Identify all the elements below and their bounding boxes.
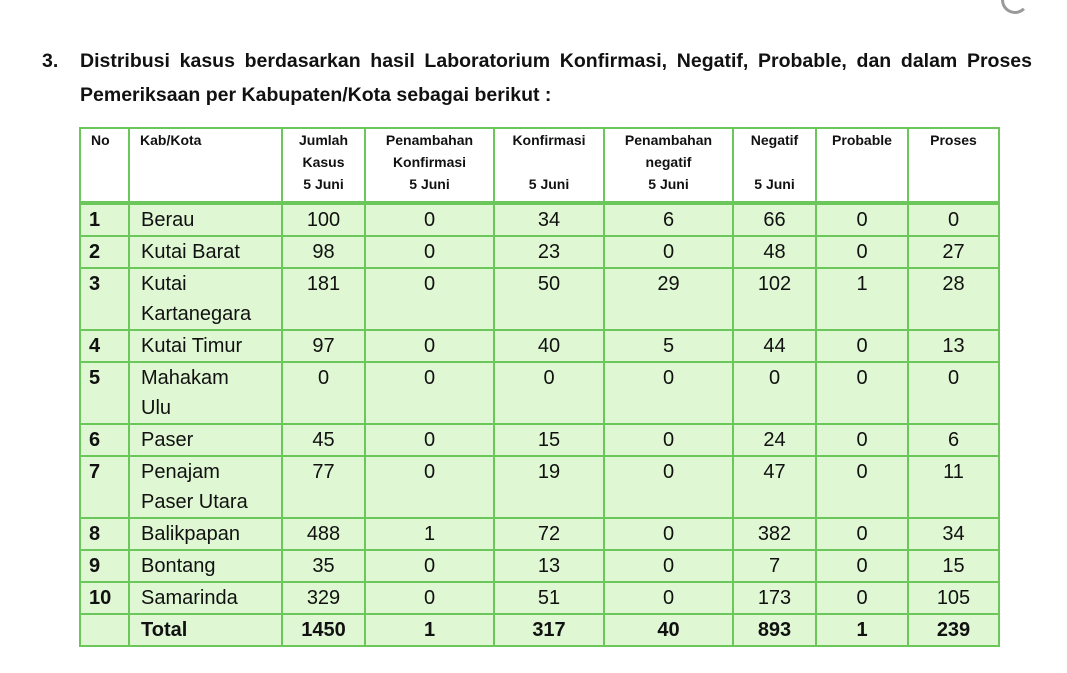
cell-konfirmasi: 15 — [494, 424, 604, 456]
cell-no: 4 — [80, 330, 129, 362]
header-no — [80, 128, 129, 203]
cell-proses: 27 — [908, 236, 999, 268]
cell-penambahan-negatif: 29 — [604, 268, 733, 330]
cell-penambahan-konfirmasi: 0 — [365, 330, 494, 362]
header-jumlah-kasus — [282, 128, 365, 203]
cell-kab-kota — [129, 614, 282, 646]
header-penambahan-konfirmasi — [365, 128, 494, 203]
table-row — [80, 518, 999, 550]
cell-konfirmasi: 40 — [494, 330, 604, 362]
cell-penambahan-konfirmasi: 0 — [365, 362, 494, 424]
cell-no — [80, 614, 129, 646]
header-line: negatif — [645, 154, 692, 170]
cell-kab-kota — [129, 203, 282, 236]
cell-proses: 105 — [908, 582, 999, 614]
cell-probable: 1 — [816, 268, 908, 330]
header-line: 5 Juni — [648, 176, 689, 192]
cell-penambahan-negatif: 0 — [604, 236, 733, 268]
cell-no: 6 — [80, 424, 129, 456]
cell-penambahan-konfirmasi: 0 — [365, 550, 494, 582]
cell-negatif: 24 — [733, 424, 816, 456]
table-header-row — [80, 128, 999, 203]
header-line: Proses — [930, 132, 977, 148]
corner-decoration — [1001, 0, 1029, 14]
cell-penambahan-konfirmasi: 0 — [365, 236, 494, 268]
cell-proses: 11 — [908, 456, 999, 518]
header-line: Penambahan — [385, 132, 474, 148]
kab-kota-line: Balikpapan — [141, 523, 240, 545]
header-line: Konfirmasi — [392, 154, 467, 170]
header-line: Konfirmasi — [512, 132, 586, 148]
cell-probable: 0 — [816, 550, 908, 582]
cell-penambahan-negatif: 5 — [604, 330, 733, 362]
table-row — [80, 236, 999, 268]
cell-negatif: 48 — [733, 236, 816, 268]
header-line: Jumlah — [298, 132, 348, 148]
header-line: 5 Juni — [409, 176, 450, 192]
cell-probable: 0 — [816, 362, 908, 424]
cell-probable: 0 — [816, 424, 908, 456]
cell-penambahan-negatif: 40 — [604, 614, 733, 646]
cell-kab-kota — [129, 268, 282, 330]
header-line: No — [91, 132, 110, 148]
table-row — [80, 362, 999, 424]
cell-jumlah: 1450 — [282, 614, 365, 646]
table-row — [80, 550, 999, 582]
cell-jumlah: 181 — [282, 268, 365, 330]
header-line: 5 Juni — [528, 176, 570, 192]
cell-jumlah: 45 — [282, 424, 365, 456]
cell-konfirmasi: 34 — [494, 203, 604, 236]
cell-penambahan-konfirmasi: 0 — [365, 582, 494, 614]
cell-kab-kota — [129, 518, 282, 550]
kab-kota-line: Kutai Timur — [141, 335, 243, 357]
cell-probable: 0 — [816, 236, 908, 268]
cell-jumlah: 35 — [282, 550, 365, 582]
cell-penambahan-konfirmasi: 1 — [365, 518, 494, 550]
kab-kota-line: Mahakam — [141, 367, 229, 389]
kab-kota-line: Kutai — [141, 273, 187, 295]
cell-kab-kota — [129, 550, 282, 582]
cell-jumlah: 0 — [282, 362, 365, 424]
cell-no: 10 — [80, 582, 129, 614]
cell-proses: 15 — [908, 550, 999, 582]
cell-kab-kota — [129, 236, 282, 268]
cell-kab-kota — [129, 424, 282, 456]
cell-proses: 6 — [908, 424, 999, 456]
cell-penambahan-negatif: 0 — [604, 362, 733, 424]
header-line — [734, 151, 815, 173]
cell-konfirmasi: 13 — [494, 550, 604, 582]
header-kab-kota — [129, 128, 282, 203]
cell-konfirmasi: 50 — [494, 268, 604, 330]
cell-proses: 239 — [908, 614, 999, 646]
header-line: Penambahan — [624, 132, 713, 148]
table-row — [80, 424, 999, 456]
table-row — [80, 268, 999, 330]
cell-jumlah: 488 — [282, 518, 365, 550]
cell-penambahan-negatif: 0 — [604, 518, 733, 550]
table-body — [80, 203, 999, 646]
kab-kota-line: Ulu — [141, 397, 172, 419]
cell-kab-kota — [129, 362, 282, 424]
cell-konfirmasi: 317 — [494, 614, 604, 646]
cell-no: 9 — [80, 550, 129, 582]
table-row — [80, 203, 999, 236]
case-distribution-table — [79, 127, 1000, 647]
cell-proses: 28 — [908, 268, 999, 330]
cell-probable: 0 — [816, 582, 908, 614]
cell-penambahan-negatif: 0 — [604, 424, 733, 456]
table-total-row — [80, 614, 999, 646]
cell-penambahan-negatif: 0 — [604, 550, 733, 582]
section-heading — [42, 44, 1032, 112]
cell-no: 3 — [80, 268, 129, 330]
cell-jumlah: 77 — [282, 456, 365, 518]
cell-konfirmasi: 51 — [494, 582, 604, 614]
cell-kab-kota — [129, 456, 282, 518]
cell-kab-kota — [129, 330, 282, 362]
cell-negatif: 893 — [733, 614, 816, 646]
cell-no: 7 — [80, 456, 129, 518]
header-line: Kasus — [302, 154, 345, 170]
cell-no: 2 — [80, 236, 129, 268]
cell-negatif: 0 — [733, 362, 816, 424]
header-konfirmasi — [494, 128, 604, 203]
cell-negatif: 382 — [733, 518, 816, 550]
header-line: Kab/Kota — [140, 132, 202, 148]
cell-penambahan-negatif: 0 — [604, 456, 733, 518]
cell-probable: 0 — [816, 330, 908, 362]
cell-penambahan-konfirmasi: 0 — [365, 268, 494, 330]
kab-kota-line: Samarinda — [141, 587, 238, 609]
table-row — [80, 582, 999, 614]
header-line — [495, 151, 603, 173]
kab-kota-line: Bontang — [141, 555, 216, 577]
cell-no: 8 — [80, 518, 129, 550]
cell-penambahan-negatif: 0 — [604, 582, 733, 614]
header-penambahan-negatif — [604, 128, 733, 203]
cell-probable: 1 — [816, 614, 908, 646]
cell-negatif: 44 — [733, 330, 816, 362]
cell-negatif: 102 — [733, 268, 816, 330]
cell-penambahan-konfirmasi: 0 — [365, 203, 494, 236]
kab-kota-line: Paser Utara — [141, 491, 248, 513]
cell-probable: 0 — [816, 456, 908, 518]
kab-kota-line: Paser — [141, 429, 194, 451]
cell-jumlah: 98 — [282, 236, 365, 268]
kab-kota-line: Kutai Barat — [141, 241, 240, 263]
cell-penambahan-konfirmasi: 0 — [365, 424, 494, 456]
cell-jumlah: 100 — [282, 203, 365, 236]
kab-kota-line: Penajam — [141, 461, 220, 483]
cell-konfirmasi: 72 — [494, 518, 604, 550]
cell-konfirmasi: 19 — [494, 456, 604, 518]
kab-kota-line: Total — [141, 619, 188, 641]
cell-proses: 0 — [908, 362, 999, 424]
cell-jumlah: 329 — [282, 582, 365, 614]
header-line: Negatif — [750, 132, 799, 148]
heading-number: 3. — [42, 50, 59, 72]
header-line: 5 Juni — [303, 176, 344, 192]
header-line: 5 Juni — [754, 176, 795, 192]
cell-negatif: 7 — [733, 550, 816, 582]
cell-negatif: 173 — [733, 582, 816, 614]
header-line: Probable — [832, 132, 892, 148]
cell-probable: 0 — [816, 203, 908, 236]
cell-konfirmasi: 23 — [494, 236, 604, 268]
cell-negatif: 66 — [733, 203, 816, 236]
cell-proses: 34 — [908, 518, 999, 550]
cell-penambahan-negatif: 6 — [604, 203, 733, 236]
cell-probable: 0 — [816, 518, 908, 550]
heading-text: Distribusi kasus berdasarkan hasil Laboratorium Konfirmasi, Negatif, Probable, dan dalam Proses Pemeriksaan per Kabupaten/Kota sebagai berikut : — [80, 50, 1032, 106]
cell-konfirmasi: 0 — [494, 362, 604, 424]
cell-proses: 13 — [908, 330, 999, 362]
cell-no: 5 — [80, 362, 129, 424]
cell-kab-kota — [129, 582, 282, 614]
cell-jumlah: 97 — [282, 330, 365, 362]
cell-penambahan-konfirmasi: 0 — [365, 456, 494, 518]
header-proses — [908, 128, 999, 203]
cell-no: 1 — [80, 203, 129, 236]
cell-penambahan-konfirmasi: 1 — [365, 614, 494, 646]
cell-proses: 0 — [908, 203, 999, 236]
header-negatif — [733, 128, 816, 203]
table-row — [80, 330, 999, 362]
cell-negatif: 47 — [733, 456, 816, 518]
table-row — [80, 456, 999, 518]
kab-kota-line: Berau — [141, 209, 195, 231]
kab-kota-line: Kartanegara — [141, 303, 252, 325]
header-probable — [816, 128, 908, 203]
